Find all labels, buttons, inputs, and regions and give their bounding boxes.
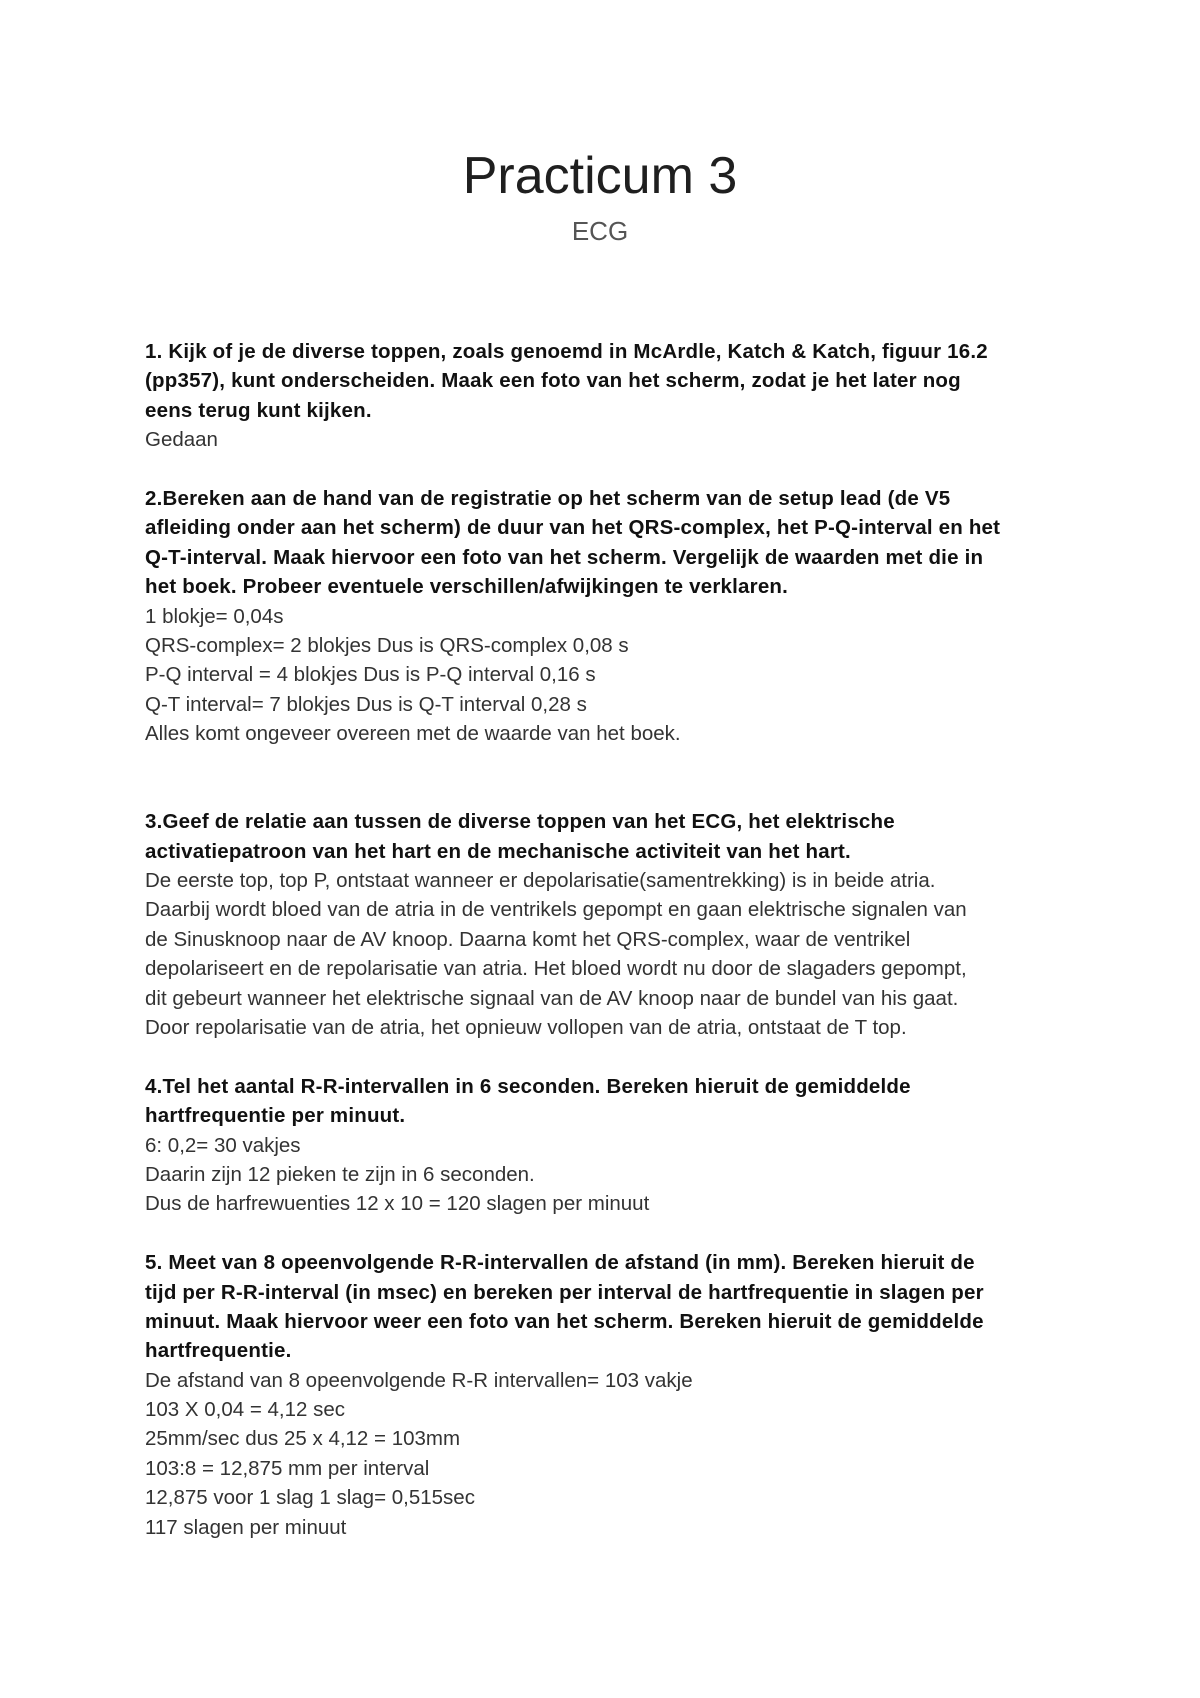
- page-subtitle: ECG: [571, 216, 629, 246]
- question-4: [145, 1072, 1075, 1131]
- answer-4: [145, 1131, 1075, 1219]
- answer-line: Gedaan: [145, 428, 218, 452]
- answer-line: 117 slagen per minuut: [145, 1515, 347, 1539]
- question-line: afleiding onder aan het scherm) de duur van het QRS-complex, het P-Q-interval en het: [145, 516, 1001, 540]
- question-line: eens terug kunt kijken.: [145, 398, 372, 422]
- answer-line: dit gebeurt wanneer het elektrische signaal van de AV knoop naar de bundel van his gaat.: [145, 986, 959, 1010]
- answer-line: 12,875 voor 1 slag 1 slag= 0,515sec: [145, 1486, 475, 1510]
- answer-line: Door repolarisatie van de atria, het opnieuw vollopen van de atria, ontstaat de T top.: [145, 1016, 907, 1039]
- answer-5: [145, 1366, 1075, 1542]
- question-2: [145, 484, 1075, 602]
- answer-line: Alles komt ongeveer overeen met de waarde van het boek.: [145, 722, 681, 746]
- answer-3: [145, 866, 1075, 1042]
- answer-line: de Sinusknoop naar de AV knoop. Daarna komt het QRS-complex, waar de ventrikel: [145, 927, 911, 951]
- question-line: Q-T-interval. Maak hiervoor een foto van het scherm. Vergelijk de waarden met die in: [145, 545, 984, 569]
- document-body: [145, 337, 1075, 1542]
- answer-line: Dus de harfrewuenties 12 x 10 = 120 slagen per minuut: [145, 1192, 650, 1216]
- answer-line: P-Q interval = 4 blokjes Dus is P-Q interval 0,16 s: [145, 663, 596, 687]
- answer-line: 1 blokje= 0,04s: [145, 604, 284, 628]
- answer-line: De eerste top, top P, ontstaat wanneer er depolarisatie(samentrekking) is in beide atria.: [145, 869, 936, 893]
- answer-line: 25mm/sec dus 25 x 4,12 = 103mm: [145, 1427, 461, 1451]
- question-line: activatiepatroon van het hart en de mechanische activiteit van het hart.: [145, 839, 851, 863]
- question-5: [145, 1248, 1075, 1366]
- answer-line: Q-T interval= 7 blokjes Dus is Q-T interval 0,28 s: [145, 692, 587, 716]
- answer-line: Daarin zijn 12 pieken te zijn in 6 seconden.: [145, 1162, 535, 1186]
- question-3: [145, 807, 1075, 866]
- question-line: hartfrequentie per minuut.: [145, 1104, 406, 1128]
- answer-line: De afstand van 8 opeenvolgende R-R intervallen= 103 vakje: [145, 1368, 693, 1392]
- answer-line: depolariseert en de repolarisatie van atria. Het bloed wordt nu door de slagaders gepompt,: [145, 957, 967, 981]
- question-line: 4.Tel het aantal R-R-intervallen in 6 seconden. Bereken hieruit de gemiddelde: [145, 1074, 911, 1098]
- question-line: tijd per R-R-interval (in msec) en bereken per interval de hartfrequentie in slagen per: [145, 1280, 984, 1304]
- question-1: [145, 337, 1075, 425]
- question-line: het boek. Probeer eventuele verschillen/afwijkingen te verklaren.: [145, 575, 789, 599]
- question-line: 1. Kijk of je de diverse toppen, zoals genoemd in McArdle, Katch & Katch, figuur 16.2: [145, 340, 988, 363]
- answer-line: QRS-complex= 2 blokjes Dus is QRS-complex 0,08 s: [145, 633, 629, 657]
- question-line: 2.Bereken aan de hand van de registratie op het scherm van de setup lead (de V5: [145, 486, 951, 510]
- page-title: Practicum 3: [462, 147, 738, 205]
- answer-1: [145, 425, 1075, 454]
- answer-2: [145, 602, 1075, 749]
- question-line: 3.Geef de relatie aan tussen de diverse toppen van het ECG, het elektrische: [145, 810, 895, 834]
- answer-line: Daarbij wordt bloed van de atria in de ventrikels gepompt en gaan elektrische signalen van: [145, 898, 967, 922]
- question-line: minuut. Maak hiervoor weer een foto van het scherm. Bereken hieruit de gemiddelde: [145, 1309, 984, 1333]
- answer-line: 103 X 0,04 = 4,12 sec: [145, 1398, 346, 1422]
- answer-line: 103:8 = 12,875 mm per interval: [145, 1456, 430, 1480]
- question-line: (pp357), kunt onderscheiden. Maak een foto van het scherm, zodat je het later nog: [145, 369, 961, 393]
- answer-line: 6: 0,2= 30 vakjes: [145, 1133, 301, 1157]
- question-line: hartfrequentie.: [145, 1339, 292, 1363]
- question-line: 5. Meet van 8 opeenvolgende R-R-intervallen de afstand (in mm). Bereken hieruit de: [145, 1251, 975, 1275]
